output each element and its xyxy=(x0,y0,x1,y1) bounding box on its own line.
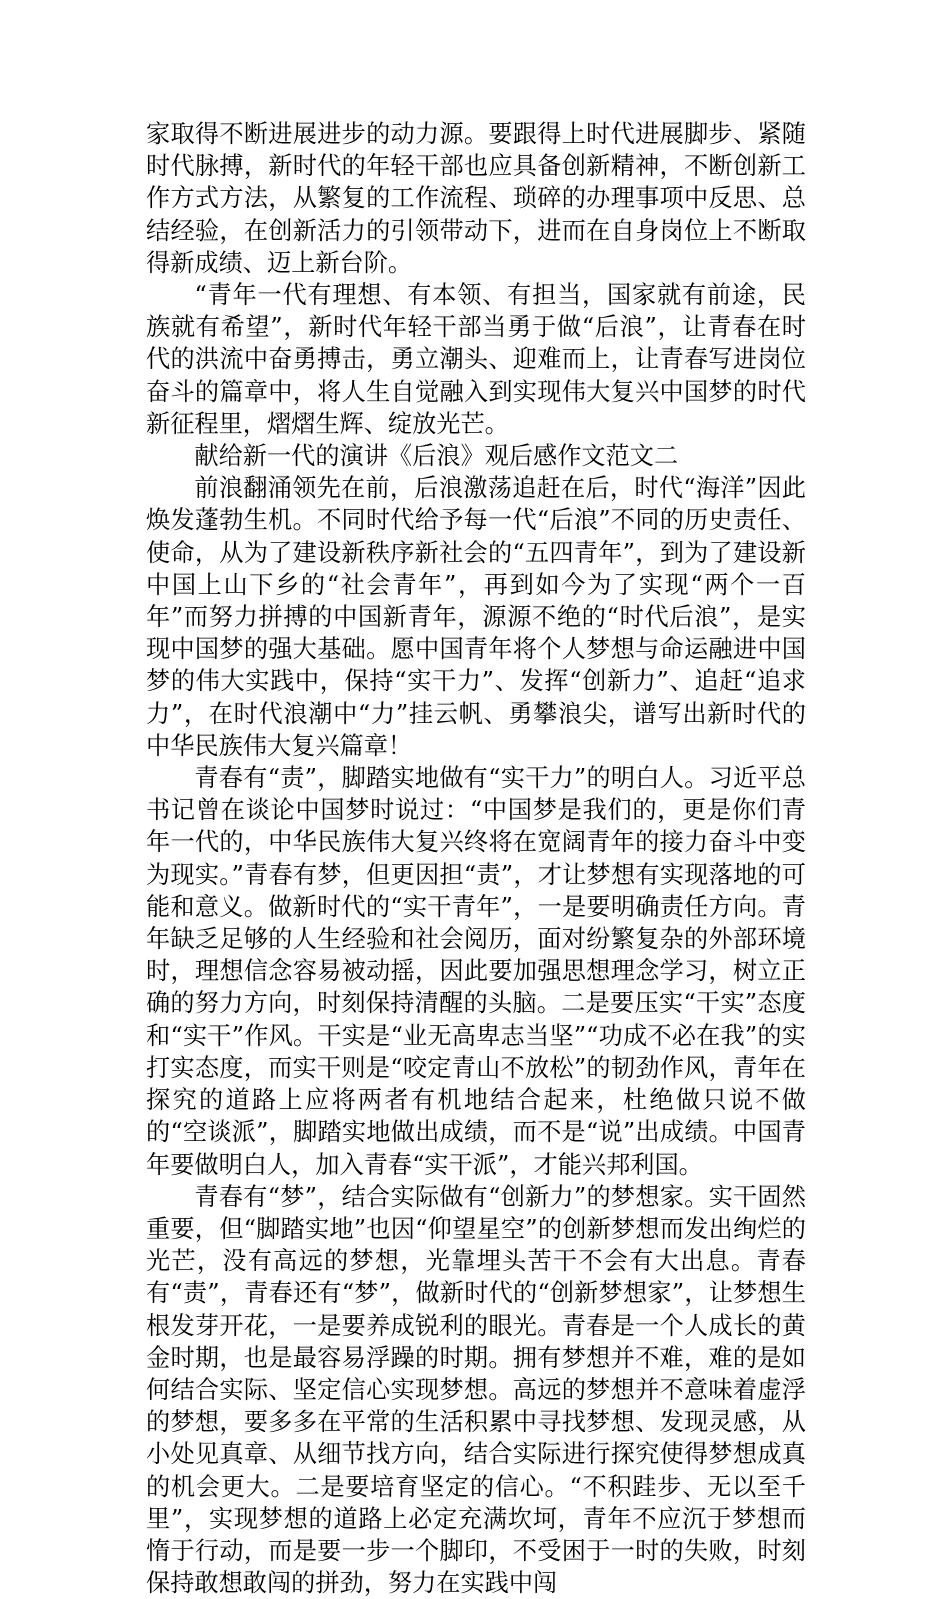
paragraph-continued: 家取得不断进展进步的动力源。要跟得上时代进展脚步、紧随时代脉搏，新时代的年轻干部也应具备创新精神，不断创新工作方式方法，从繁复的工作流程、琐碎的办理事项中反思、总结经验，在创新活力的引领带动下，进而在自身岗位上不断取得新成绩、迈上新台阶。 xyxy=(146,120,806,277)
paragraph-dream: 青春有“梦”，结合实际做有“创新力”的梦想家。实干固然重要，但“脚踏实地”也因“仰望星空”的创新梦想而发出绚烂的光芒，没有高远的梦想，光靠埋头苦干不会有大出息。青春有“责”，青春还有“梦”，做新时代的“创新梦想家”，让梦想生根发芽开花，一是要养成锐利的眼光。青春是一个人成长的黄金时期，也是最容易浮躁的时期。拥有梦想并不难，难的是如何结合实际、坚定信心实现梦想。高远的梦想并不意味着虚浮的梦想，要多多在平常的生活积累中寻找梦想、发现灵感，从小处见真章、从细节找方向，结合实际进行探究使得梦想成真的机会更大。二是要培育坚定的信心。“不积跬步、无以至千里”，实现梦想的道路上必定充满坎坷，青年不应沉于梦想而惰于行动，而是要一步一个脚印，不受困于一时的失败，时刻保持敢想敢闯的拼劲，努力在实践中闯 xyxy=(146,1182,806,1598)
paragraph-quote: “青年一代有理想、有本领、有担当，国家就有前途，民族就有希望”，新时代年轻干部当勇于做“后浪”，让青春在时代的洪流中奋勇搏击，勇立潮头、迎难而上，让青春写进岗位奋斗的篇章中，将人生自觉融入到实现伟大复兴中国梦的时代新征程里，熠熠生辉、绽放光芒。 xyxy=(146,281,806,438)
document-body xyxy=(146,118,806,1599)
paragraph-responsibility: 青春有“责”，脚踏实地做有“实干力”的明白人。习近平总书记曾在谈论中国梦时说过：“中国梦是我们的，更是你们青年一代的，中华民族伟大复兴终将在宽阔青年的接力奋斗中变为现实。”青春有梦，但更因担“责”，才让梦想有实现落地的可能和意义。做新时代的“实干青年”，一是要明确责任方向。青年缺乏足够的人生经验和社会阅历，面对纷繁复杂的外部环境时，理想信念容易被动摇，因此要加强思想理念学习，树立正确的努力方向，时刻保持清醒的头脑。二是要压实“干实”态度和“实干”作风。干实是“业无高卑志当坚”“功成不必在我”的实打实态度，而实干则是“咬定青山不放松”的韧劲作风，青年在探究的道路上应将两者有机地结合起来，杜绝做只说不做的“空谈派”，脚踏实地做出成绩，而不是“说”出成绩。中国青年要做明白人，加入青春“实干派”，才能兴邦利国。 xyxy=(146,764,806,1179)
section-heading: 献给新一代的演讲《后浪》观后感作文范文二 xyxy=(194,442,679,471)
paragraph-intro: 前浪翻涌领先在前，后浪激荡追赶在后，时代“海洋”因此焕发蓬勃生机。不同时代给予每一代“后浪”不同的历史责任、使命，从为了建设新秩序新社会的“五四青年”，到为了建设新中国上山下乡的“社会青年”，再到如今为了实现“两个一百年”而努力拼搏的中国新青年，源源不绝的“时代后浪”，是实现中国梦的强大基础。愿中国青年将个人梦想与命运融进中国梦的伟大实践中，保持“实干力”、发挥“创新力”、追赶“追求力”，在时代浪潮中“力”挂云帆、勇攀浪尖，谱写出新时代的中华民族伟大复兴篇章！ xyxy=(146,474,806,760)
